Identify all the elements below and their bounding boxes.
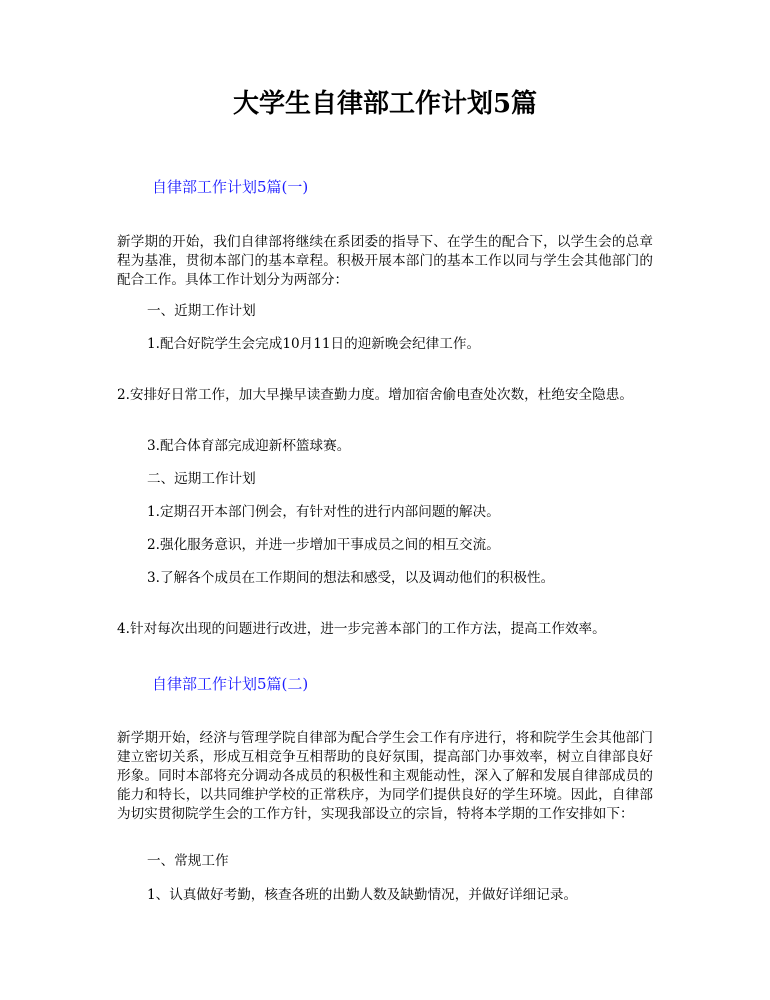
long-term-item-2: 2.强化服务意识，并进一步增加干事成员之间的相互交流。 — [147, 537, 500, 553]
long-term-item-1: 1.定期召开本部门例会，有针对性的进行内部问题的解决。 — [147, 504, 500, 520]
section-heading-2: 自律部工作计划5篇(二) — [152, 675, 309, 693]
section2-intro-paragraph: 新学期开始，经济与管理学院自律部为配合学生会工作有序进行，将和院学生会其他部门建立密切关系，形成互相竞争互相帮助的良好氛围，提高部门办事效率，树立自律部良好形象。同时本部将充分调动各成员的积极性和主观能动性，深入了解和发展自律部成员的能力和特长，以共同维护学校的正常秩序，为同学们提供良好的学生环境。因此，自律部为切实贯彻院学生会的工作方针，实现我部设立的宗旨，特将本学期的工作安排如下： — [117, 730, 653, 822]
section1-intro-paragraph: 新学期的开始，我们自律部将继续在系团委的指导下、在学生的配合下，以学生会的总章程为基准，贯彻本部门的基本章程。积极开展本部门的基本工作以同与学生会其他部门的配合工作。具体工作计划分为两部分： — [117, 234, 653, 288]
routine-item-1: 1、认真做好考勤，核查各班的出勤人数及缺勤情况，并做好详细记录。 — [147, 887, 578, 903]
long-term-item-3: 3.了解各个成员在工作期间的想法和感受，以及调动他们的积极性。 — [147, 570, 555, 586]
section-heading-1: 自律部工作计划5篇(一) — [152, 178, 309, 196]
near-term-item-1: 1.配合好院学生会完成10月11日的迎新晚会纪律工作。 — [147, 336, 481, 352]
routine-work-heading: 一、常规工作 — [147, 853, 229, 869]
long-term-item-4: 4.针对每次出现的问题进行改进，进一步完善本部门的工作方法，提高工作效率。 — [117, 621, 606, 637]
document-title: 大学生自律部工作计划5篇 — [232, 89, 538, 119]
near-term-plan-heading: 一、近期工作计划 — [147, 303, 256, 319]
near-term-item-3: 3.配合体育部完成迎新杯篮球赛。 — [147, 438, 351, 454]
near-term-item-2: 2.安排好日常工作，加大早操早读查勤力度。增加宿舍偷电查处次数，杜绝安全隐患。 — [117, 387, 633, 403]
long-term-plan-heading: 二、远期工作计划 — [147, 471, 256, 487]
